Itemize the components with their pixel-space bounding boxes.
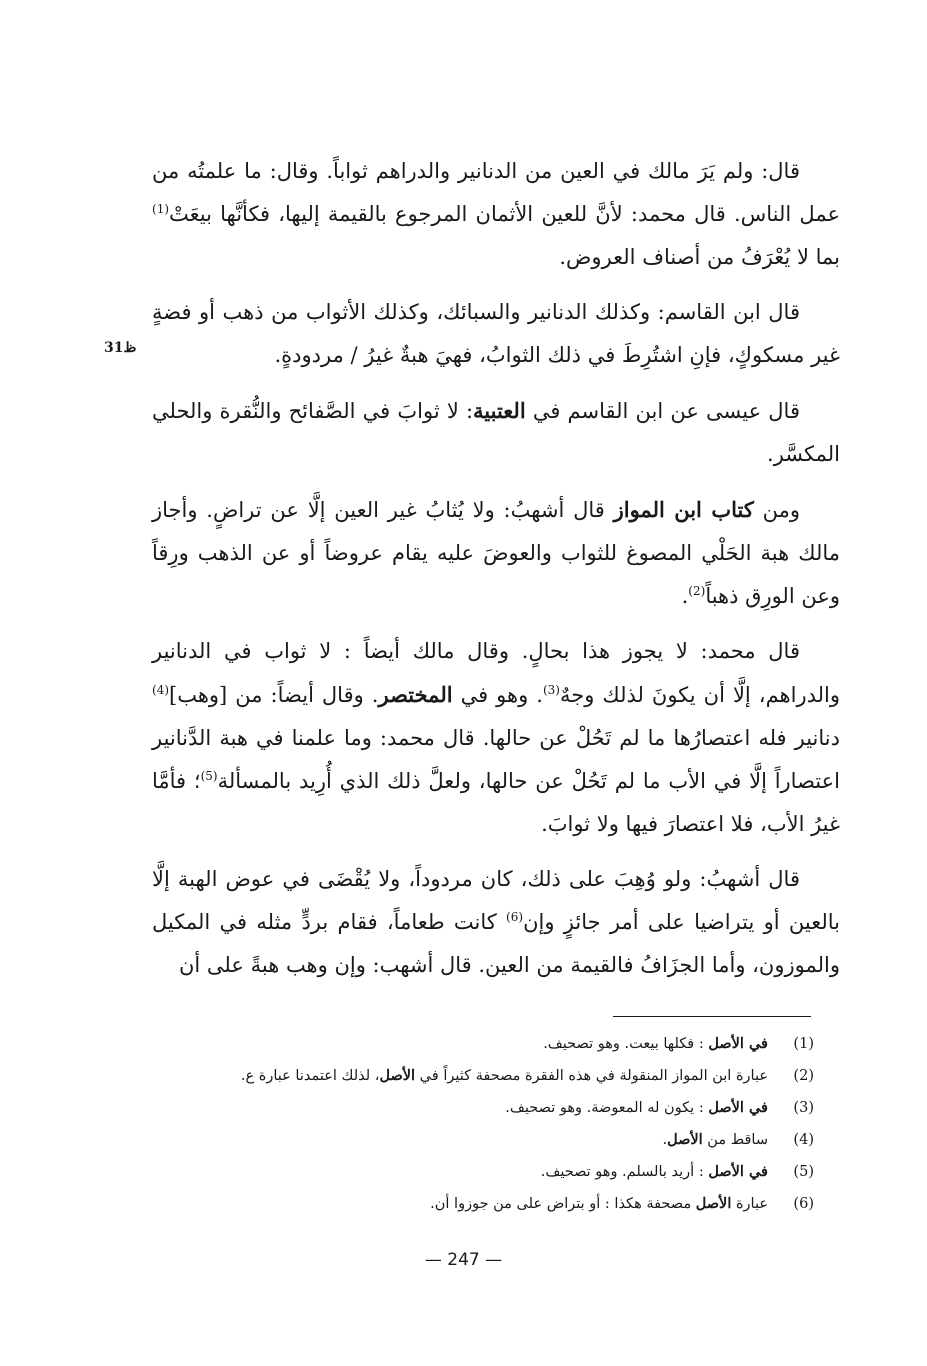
paragraph xyxy=(152,389,840,476)
text-run: قال ابن القاسم: وكذلك الدنانير والسبائك، وكذلك الأثواب من ذهب أو فضةٍ غير مسكوكٍ، فإنِ اشتُرِطَ في ذلك الثوابُ، فهيَ هبةٌ غيرُ / مردودةٍ. xyxy=(152,300,840,367)
footnote-text xyxy=(430,1188,768,1220)
manuscript-folio-note: ظ31 xyxy=(104,340,137,356)
text-run: قال عيسى عن ابن القاسم في xyxy=(525,399,800,423)
main-text xyxy=(152,150,840,999)
footnote-number: (5) xyxy=(793,1164,814,1180)
footnote xyxy=(152,1188,814,1220)
footnote-number: (4) xyxy=(793,1132,814,1148)
footnote xyxy=(152,1156,814,1188)
footnote xyxy=(152,1124,814,1156)
footnote-divider xyxy=(613,1016,811,1017)
bold-term: في الأصل xyxy=(708,1035,768,1052)
bold-term: العتبية xyxy=(473,398,526,423)
footnote-text xyxy=(541,1156,768,1188)
text-run: دنانير فله اعتصارُها ما لم تَحُلْ عن حالها. قال محمد: وما علمنا في هبة الدَّنانير اعتصاراً إلَّا في الأب ما لم تَحُلْ عن حالها، ولعلَّ ذلك الذي أُرِيد بالمسألة xyxy=(152,726,840,793)
paragraph xyxy=(152,488,840,618)
paragraph xyxy=(152,630,840,846)
paragraph xyxy=(152,291,840,377)
text-run: عبارة xyxy=(731,1196,768,1212)
text-run: قال: ولم يَرَ مالك في العين من الدنانير والدراهم ثواباً. وقال: ما علمتُه من عمل الناس. قال محمد: لأنَّ للعين الأثمان المرجوع بالقيمة إليها، فكأنَّها بيعَتْ xyxy=(152,159,840,226)
text-run: : لا ثوابَ في الصَّفائح والنُّقرة والحلي المكسَّر. xyxy=(152,399,840,466)
text-run: : فكلها بيعت. وهو تصحيف. xyxy=(543,1036,709,1052)
footnote-ref: (6) xyxy=(506,910,524,924)
footnote-text xyxy=(543,1028,768,1060)
footnote-number: (6) xyxy=(793,1196,814,1212)
bold-term: الأصل xyxy=(695,1195,732,1212)
footnotes xyxy=(152,1028,814,1220)
text-run: قال أشهبُ: ولو وُهِبَ على ذلك، كان مردوداً، ولا يُقْضَى في عوض الهبة إلَّا بالعين أو يتراضيا على أمر جائزٍ وإن xyxy=(152,867,840,934)
text-run: ومن xyxy=(753,498,800,522)
paragraph xyxy=(152,150,840,279)
footnote xyxy=(152,1092,814,1124)
text-run: قال محمد: لا يجوز هذا بحالٍ. وقال مالك أيضاً : لا ثواب في الدنانير والدراهم، إلَّا أن يكونَ لذلك وجهٌ xyxy=(152,639,840,707)
text-run: . وقال أيضاً: من [وهب] xyxy=(169,683,379,707)
bold-term: الأصل xyxy=(667,1131,703,1148)
footnote-number: (3) xyxy=(793,1100,814,1116)
footnote-ref: (5) xyxy=(200,769,218,783)
footnote-ref: (4) xyxy=(152,683,170,697)
text-run: مصحفة هكذا : أو بتراض على من جوزوا أن. xyxy=(430,1196,696,1212)
text-run: ، لذلك اعتمدنا عبارة ع. xyxy=(240,1068,380,1084)
text-run: ؛ فأمَّا غيرُ الأب، فلا اعتصارَ فيها ولا ثوابَ. xyxy=(152,769,840,836)
footnote-ref: (3) xyxy=(542,683,560,697)
footnote-text xyxy=(505,1092,768,1124)
footnote xyxy=(152,1028,814,1060)
footnote-ref: (1) xyxy=(152,202,170,216)
text-run: بما لا يُعْرَفُ من أصناف العروض. xyxy=(559,245,840,269)
bold-term: المختصر xyxy=(378,682,453,707)
bold-term: في الأصل xyxy=(708,1099,768,1116)
footnote-text xyxy=(663,1124,769,1156)
text-run: . وهو في xyxy=(452,683,543,707)
footnote-number: (1) xyxy=(793,1036,814,1052)
footnote-number: (2) xyxy=(793,1068,814,1084)
text-run: عبارة ابن المواز المنقولة في هذه الفقرة مصحفة كثيراً في xyxy=(415,1068,768,1084)
page-number: — 247 — xyxy=(424,1250,503,1270)
text-run: : يكون له المعوضة. وهو تصحيف. xyxy=(505,1100,709,1116)
text-run: : أريد بالسلم. وهو تصحيف. xyxy=(540,1164,709,1180)
bold-term: الأصل xyxy=(379,1067,416,1084)
footnote-ref: (2) xyxy=(688,584,706,598)
footnote xyxy=(152,1060,814,1092)
footnote-text xyxy=(241,1060,768,1092)
text-run: ساقط من xyxy=(702,1132,768,1148)
text-run: . xyxy=(662,1132,668,1148)
text-run: قال أشهبُ: ولا يُثابُ غير العين إلَّا عن تراضٍ. وأجاز مالك هبة الحَلْي المصوغ للثواب والعوضَ عليه يقام عروضاً أو عن الذهب ورِقاً وعن الورِق ذهباً xyxy=(152,498,840,608)
text-run: كانت طعاماً، فقام بردٍّ مثله في المكيل والموزون، وأما الجزَافُ فالقيمة من العين. قال أشهب: وإن وهب هبةً على أن xyxy=(152,910,840,977)
text-run: . xyxy=(681,584,689,608)
bold-term: كتاب ابن المواز xyxy=(613,497,754,522)
paragraph xyxy=(152,858,840,987)
bold-term: في الأصل xyxy=(708,1163,768,1180)
